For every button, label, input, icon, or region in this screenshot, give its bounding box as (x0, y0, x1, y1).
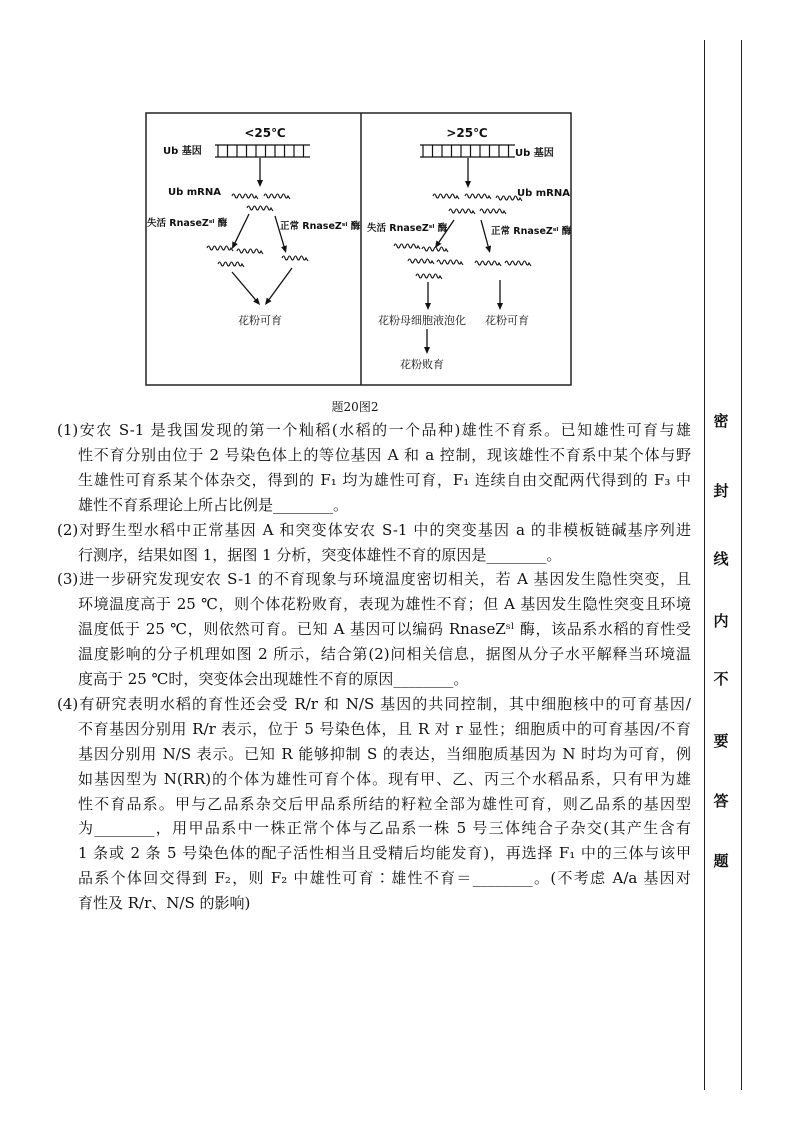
mrna-strand-icon (475, 261, 501, 266)
question-4-line: 育性及 R/r、N/S 的影响) (78, 894, 251, 913)
question-4-line: (4)有研究表明水稻的育性还会受 R/r 和 N/S 基因的共同控制，其中细胞核中的可育基因/ (57, 694, 691, 713)
seal-char: 答 (713, 792, 729, 810)
arrow-icon (465, 158, 471, 188)
mrna-strand-icon (505, 261, 531, 266)
question-3-line: 环境温度高于 25 ℃，则个体花粉败育，表现为雄性不育；但 A 基因发生隐性突变且环境 (78, 595, 691, 614)
mrna-strand-icon (237, 249, 263, 254)
question-4-line: 性不育品系。甲与乙品系杂交后甲品系所结的籽粒全部为雄性可育，则乙品系的基因型 (78, 794, 691, 813)
question-4-line: 品系个体回交得到 F₂，则 F₂ 中雄性可育∶雄性不育＝________。(不考虑 A/a 基因对 (78, 869, 691, 888)
mrna-strand-icon (394, 244, 420, 249)
left-temp-label: <25℃ (244, 126, 286, 140)
seal-border-right (741, 40, 742, 1090)
mrna-strand-icon (218, 262, 244, 267)
mrna-strand-icon (247, 206, 273, 211)
arrow-icon (497, 280, 503, 310)
right-final-outcome: 花粉败育 (400, 358, 444, 371)
seal-char: 内 (713, 612, 729, 630)
question-4-line: 1 条或 2 条 5 号染色体的配子活性相当且受精后均能发育)，再选择 F₁ 中的三体与该甲 (78, 844, 691, 863)
question-3-line: 温度低于 25 ℃，则依然可育。已知 A 基因可以编码 RnaseZˢˡ 酶，该品系水稻的育性受 (78, 620, 691, 639)
left-mrna-label: Ub mRNA (168, 187, 221, 198)
question-1-line: 性不育分别由位于 2 号染色体上的等位基因 A 和 a 控制，现该雄性不育系中某个体与野 (78, 445, 691, 464)
question-2-line: 行测序，结果如图 1，据图 1 分析，突变体雄性不育的原因是________。 (78, 545, 562, 564)
right-ub-gene-dna-icon (420, 145, 515, 157)
question-4-line: 如基因型为 N(RR)的个体为雄性可育个体。现有甲、乙、丙三个水稻品系，只有甲为雄 (78, 769, 691, 788)
seal-border-left (704, 40, 705, 1090)
right-outcome-fertile: 花粉可育 (485, 314, 529, 327)
seal-char: 线 (713, 550, 729, 568)
arrow-icon (257, 158, 263, 187)
arrow-icon (265, 268, 292, 305)
arrow-icon (481, 220, 491, 253)
question-4-line: 不育基因分别用 R/r 表示，位于 5 号染色体，且 R 对 r 显性；细胞质中的可育基因/不育 (78, 719, 691, 738)
seal-char: 题 (713, 852, 729, 870)
arrow-icon (232, 214, 249, 249)
right-inactive-enzyme-label: 失活 RnaseZˢˡ 酶 (367, 223, 448, 234)
mrna-strand-icon (232, 194, 258, 199)
question-3-line: (3)进一步研究发现安农 S-1 的不育现象与环境温度密切相关，若 A 基因发生隐性突变，且 (57, 570, 691, 589)
right-gene-label: Ub 基因 (515, 148, 554, 159)
question-4-line: 为________，用甲品系中一株正常个体与乙品系一株 5 号三体纯合子杂交(其产生含有 (78, 819, 691, 838)
right-mrna-label: Ub mRNA (517, 188, 570, 199)
question-1-line: 雄性不育系理论上所占比例是________。 (78, 495, 349, 514)
mrna-strand-icon (207, 246, 233, 251)
figure-20-2 (0, 0, 800, 400)
mrna-strand-icon (408, 259, 434, 264)
mrna-strand-icon (433, 194, 459, 199)
right-outcome-vacuolization: 花粉母细胞液泡化 (378, 314, 466, 327)
mrna-strand-icon (422, 247, 448, 252)
mrna-strand-icon (465, 194, 491, 199)
right-normal-enzyme-label: 正常 RnaseZˢˡ 酶 (491, 226, 572, 237)
mrna-strand-icon (449, 209, 475, 214)
question-3-line: 度高于 25 ℃时，突变体会出现雄性不育的原因________。 (78, 670, 469, 688)
question-2-line: (2)对野生型水稻中正常基因 A 和突变体安农 S-1 中的突变基因 a 的非模板链碱基序列进 (57, 520, 691, 539)
mrna-strand-icon (437, 260, 463, 265)
figure-frame (146, 113, 571, 385)
question-1-line: (1)安农 S-1 是我国发现的第一个籼稻(水稻的一个品种)雄性不育系。已知雄性可育与雄 (57, 421, 691, 439)
left-ub-gene-dna-icon (215, 145, 310, 157)
mrna-strand-icon (480, 209, 506, 214)
question-4-line: 基因分别用 N/S 表示。已知 R 能够抑制 S 的表达，当细胞质基因为 N 时均为可育，例 (78, 744, 691, 763)
mrna-strand-icon (282, 256, 308, 261)
question-1-line: 生雄性可育系某个体杂交，得到的 F₁ 均为雄性可育，F₁ 连续自由交配两代得到的 F₃ 中 (78, 470, 691, 489)
mrna-strand-icon (416, 274, 442, 279)
mrna-strand-icon (264, 194, 290, 199)
left-gene-label: Ub 基因 (163, 146, 202, 157)
seal-char: 封 (713, 482, 729, 500)
question-3-line: 温度影响的分子机理如图 2 所示，结合第(2)问相关信息，据图从分子水平解释当环境温 (78, 645, 691, 664)
left-inactive-enzyme-label: 失活 RnaseZˢˡ 酶 (147, 218, 228, 229)
seal-char: 要 (713, 732, 729, 750)
figure-caption: 题20图2 (331, 400, 379, 414)
arrow-icon (424, 329, 430, 354)
left-normal-enzyme-label: 正常 RnaseZˢˡ 酶 (280, 221, 361, 232)
arrow-icon (232, 272, 260, 305)
left-outcome-label: 花粉可育 (238, 314, 282, 327)
seal-char: 不 (713, 670, 729, 688)
right-temp-label: >25℃ (446, 126, 488, 140)
seal-char: 密 (713, 412, 729, 430)
arrow-icon (425, 282, 431, 310)
